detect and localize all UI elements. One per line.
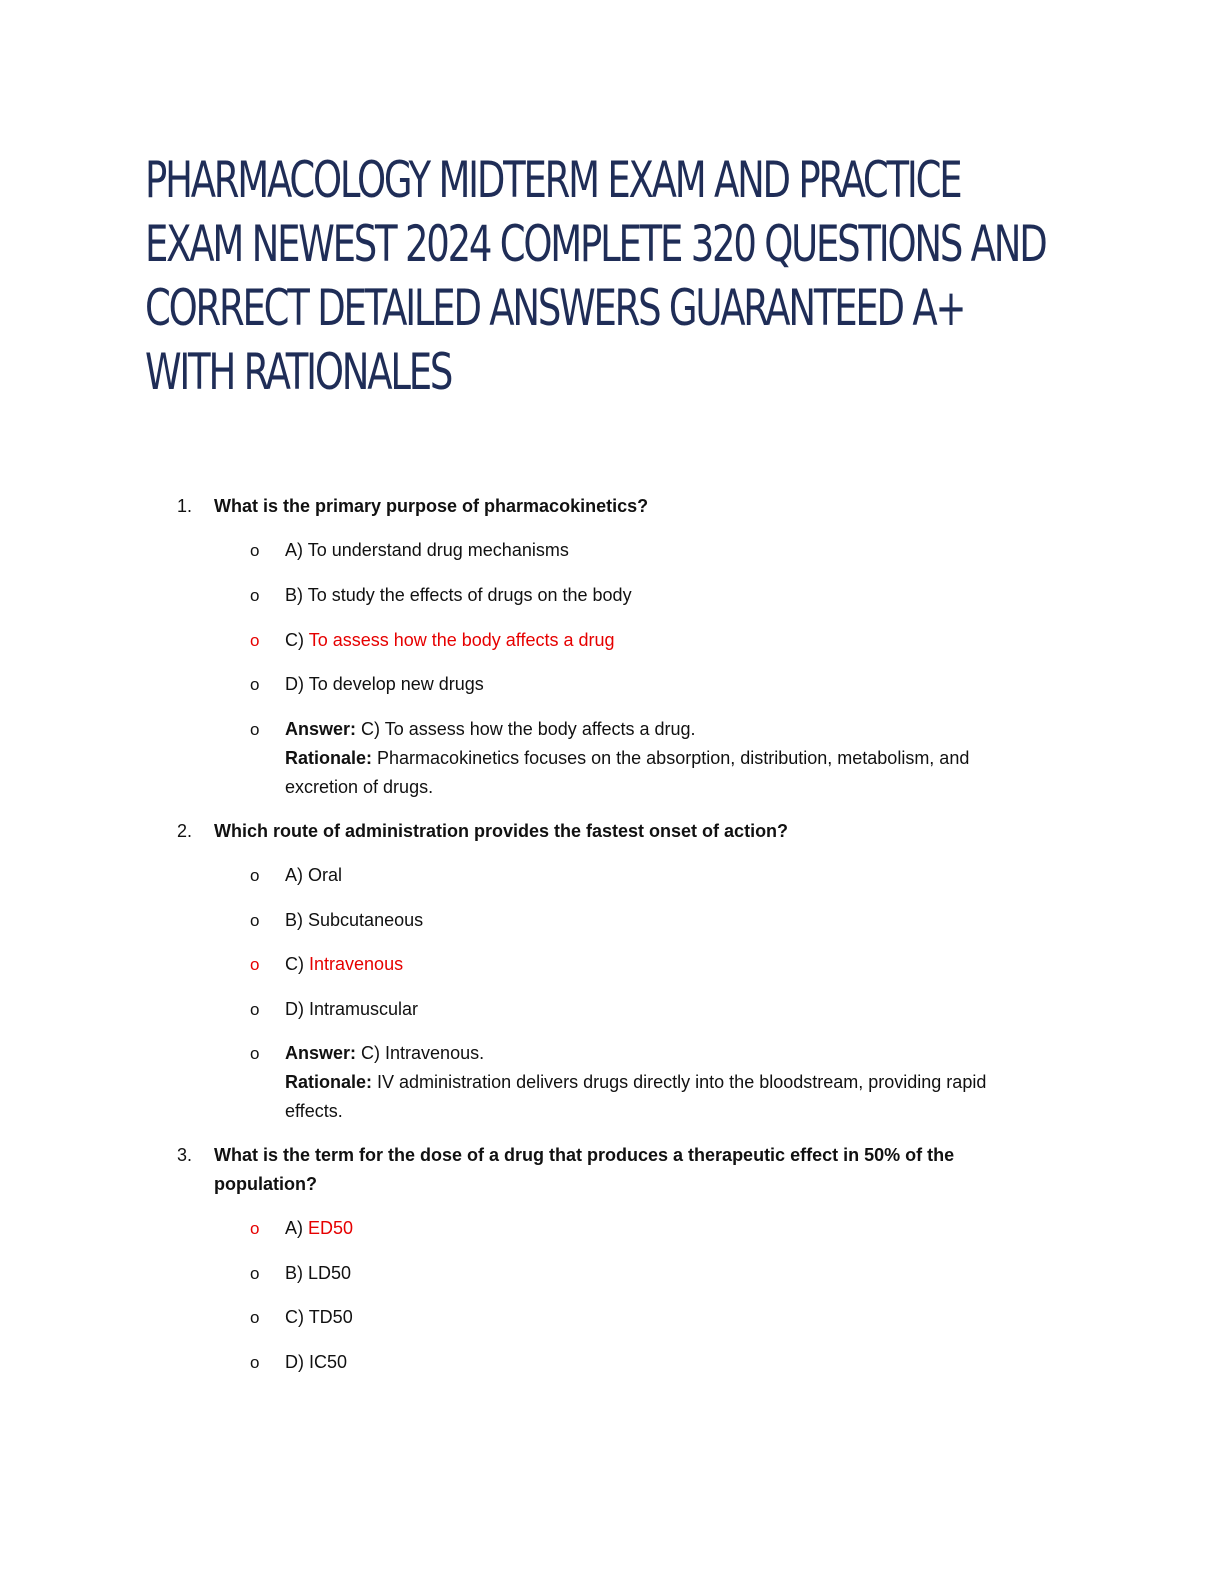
bullet-icon: o xyxy=(250,541,260,560)
option-text: B) Subcutaneous xyxy=(285,910,424,930)
question-text: Which route of administration provides the fastest onset of action? xyxy=(214,821,789,841)
bullet-icon: o xyxy=(250,1264,260,1283)
document-title: PHARMACOLOGY MIDTERM EXAM AND PRACTICE EXAM NEWEST 2024 COMPLETE 320 QUESTIONS AND CORRECT DETAILED ANSWERS GUARANTEED A+ WITH RATIONALES xyxy=(145,151,1046,401)
answer-block xyxy=(285,1039,1085,1126)
question-text: What is the primary purpose of pharmacokinetics? xyxy=(214,496,649,516)
option-text: D) To develop new drugs xyxy=(285,674,484,694)
option-text: D) IC50 xyxy=(285,1352,348,1372)
rationale-label: Rationale: xyxy=(285,1072,373,1092)
bullet-icon: o xyxy=(250,1353,260,1372)
answer-text: C) Intravenous. xyxy=(361,1043,485,1063)
bullet-icon: o xyxy=(250,675,260,694)
bullet-icon: o xyxy=(250,631,260,650)
question-number: 1. xyxy=(177,496,193,516)
option-text: A) Oral xyxy=(285,865,343,885)
answer-text: C) To assess how the body affects a drug. xyxy=(361,719,696,739)
rationale-text-cont: effects. xyxy=(285,1101,343,1121)
bullet-icon: o xyxy=(250,911,260,930)
option-text: A) To understand drug mechanisms xyxy=(285,540,569,560)
option-text: A) ED50 xyxy=(285,1218,354,1238)
bullet-icon: o xyxy=(250,586,260,605)
bullet-icon: o xyxy=(250,1308,260,1327)
bullet-icon: o xyxy=(250,1219,260,1238)
rationale-text: IV administration delivers drugs directly into the bloodstream, providing rapid xyxy=(377,1072,987,1092)
bullet-icon: o xyxy=(250,866,260,885)
bullet-icon: o xyxy=(250,955,260,974)
rationale-text: Pharmacokinetics focuses on the absorption, distribution, metabolism, and xyxy=(377,748,970,768)
rationale-text-cont: excretion of drugs. xyxy=(285,777,434,797)
question-number: 2. xyxy=(177,821,193,841)
option-text: C) To assess how the body affects a drug xyxy=(285,630,615,650)
bullet-icon: o xyxy=(250,1044,260,1063)
option-text: D) Intramuscular xyxy=(285,999,419,1019)
answer-label: Answer: xyxy=(285,1043,357,1063)
answer-block xyxy=(285,715,1085,802)
bullet-icon: o xyxy=(250,1000,260,1019)
option-text: C) TD50 xyxy=(285,1307,353,1327)
option-text: B) LD50 xyxy=(285,1263,352,1283)
answer-label: Answer: xyxy=(285,719,357,739)
option-text: B) To study the effects of drugs on the body xyxy=(285,585,632,605)
option-text: C) Intravenous xyxy=(285,954,404,974)
question-number: 3. xyxy=(177,1145,193,1165)
bullet-icon: o xyxy=(250,720,260,739)
rationale-label: Rationale: xyxy=(285,748,373,768)
question-text: What is the term for the dose of a drug that produces a therapeutic effect in 50% of the population? xyxy=(214,1145,955,1194)
